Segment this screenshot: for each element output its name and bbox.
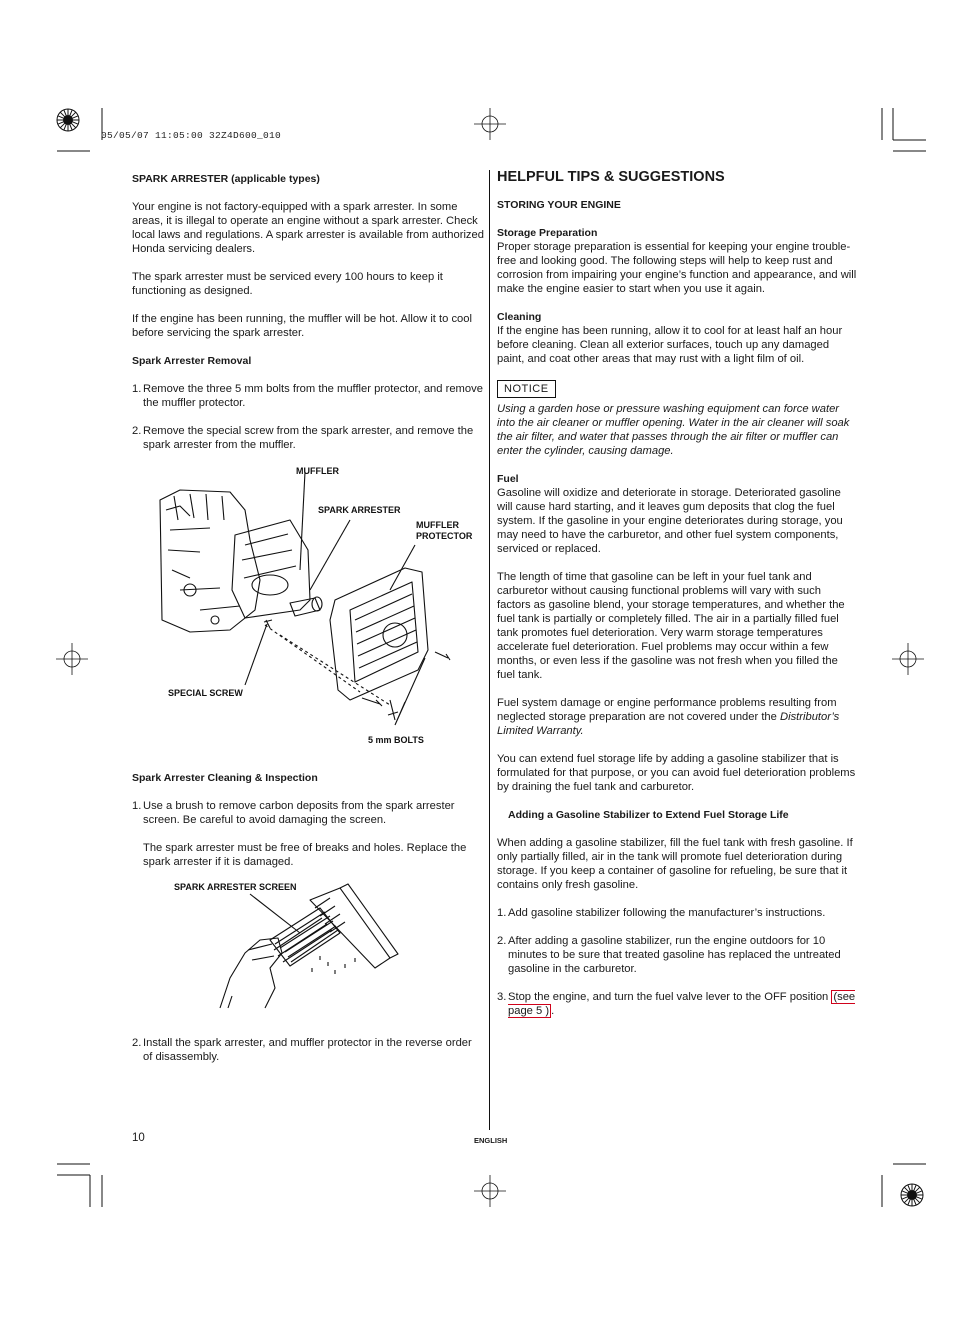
right-column [497,168,857,1032]
starburst-target-icon [900,1183,924,1207]
cleaning-inspection-title: Spark Arrester Cleaning & Inspection [132,772,318,784]
storage-prep-text: Proper storage preparation is essential for keeping your engine trouble-free and looking good. The following steps will help to keep rust and corrosion from impairing your engine’s function and appearance, and will make the engine easier to start when you use it again. [497,241,857,295]
muffler-exploded-figure [150,460,490,755]
helpful-tips-title: HELPFUL TIPS & SUGGESTIONS [497,169,725,185]
list-item: 1. Remove the three 5 mm bolts from the muffler protector, and remove the muffler protector. [132,383,483,409]
notice-text: Using a garden hose or pressure washing equipment can force water into the air cleaner or muffler opening. Water in the air cleaner will soak the air filter, and water that passes through the air filter or muffler can enter the cylinder, causing damage. [497,403,850,457]
stabilizer-title: Adding a Gasoline Stabilizer to Extend Fuel Storage Life [508,809,789,821]
stabilizer-text: When adding a gasoline stabilizer, fill the fuel tank with fresh gasoline. If only partially filled, air in the tank will promote fuel deterioration during storage. If you keep a container of gasoline for refueling, be sure that it contains only fresh gasoline. [497,837,853,891]
label-5mm-bolts: 5 mm BOLTS [368,735,424,745]
label-spark-arrester-screen: SPARK ARRESTER SCREEN [174,882,297,892]
spark-arrester-hot-warning: If the engine has been running, the muffler will be hot. Allow it to cool before servicing the spark arrester. [132,313,472,339]
notice-badge: NOTICE [497,380,556,398]
list-item: 1. Add gasoline stabilizer following the manufacturer’s instructions. [497,907,826,919]
list-item: 2. Remove the special screw from the spark arrester, and remove the spark arrester from the muffler. [132,425,474,451]
brush-drawing [170,878,410,1018]
brush-cleaning-figure [170,878,410,1018]
fuel-paragraph-3: Fuel system damage or engine performance problems resulting from neglected storage preparation are not covered under the Distributor’s Limited Warranty. [497,697,840,737]
fuel-paragraph-2: The length of time that gasoline can be left in your fuel tank and carburetor without causing functional problems will vary with such factors as gasoline blend, your storage temperatures, and whether the fuel tank is partially or completely filled. The air in a partially filled fuel tank promotes fuel deterioration. Very warm storage temperatures accelerate fuel deterioration. Fuel problems may occur within a few months, or even less if the gasoline was not fresh when you filled the fuel tank. [497,571,845,681]
language-label: ENGLISH [474,1136,508,1145]
storage-prep-title: Storage Preparation [497,227,598,239]
fuel-paragraph-4: You can extend fuel storage life by adding a gasoline stabilizer that is formulated for that purpose, or you can avoid fuel deterioration problems by draining the fuel tank and carburetor. [497,753,856,793]
starburst-target-icon [56,108,80,132]
spark-arrester-service-interval: The spark arrester must be serviced every 100 hours to keep it functioning as designed. [132,271,443,297]
spark-arrester-intro: Your engine is not factory-equipped with a spark arrester. In some areas, it is illegal to operate an engine without a spark arrester. Check local laws and regulations. A spark arrester is available from authorized Honda servicing dealers. [132,201,484,255]
warranty-reference: Distributor’s Limited Warranty. [497,711,840,737]
install-step-block [132,1036,484,1078]
list-item: 2. Install the spark arrester, and muffler protector in the reverse order of disassembly. [132,1037,472,1063]
cleaning-steps [132,799,484,869]
list-item: 2. After adding a gasoline stabilizer, run the engine outdoors for 10 minutes to be sure that treated gasoline has replaced the untreated gasoline in the carburetor. [497,935,841,975]
stabilizer-steps [497,906,857,1018]
label-muffler-protector: MUFFLER PROTECTOR [416,520,473,541]
page-number: 10 [132,1132,145,1144]
fuel-title: Fuel [497,473,519,485]
cleaning-title: Cleaning [497,311,542,323]
list-item: 3. Stop the engine, and turn the fuel valve lever to the OFF position (see page 5 ) . [497,991,856,1017]
print-timestamp: 05/05/07 11:05:00 32Z4D600_010 [101,130,282,141]
page-5-link[interactable]: (see page 5 ) [508,991,856,1017]
install-steps [132,1036,484,1064]
removal-title: Spark Arrester Removal [132,355,252,367]
cleaning-text: If the engine has been running, allow it to cool for at least half an hour before cleaning. Clean all exterior surfaces, touch up any damaged paint, and coat other areas that may rust with a light film of oil. [497,325,843,365]
label-spark-arrester: SPARK ARRESTER [318,505,401,515]
removal-steps [132,382,484,452]
fuel-paragraph-1: Gasoline will oxidize and deteriorate in storage. Deteriorated gasoline will cause hard starting, and it leaves gum deposits that clog the fuel system. If the gasoline in your engine deteriorates during storage, you may need to have the carburetor, and other fuel system components, serviced or replaced. [497,487,843,555]
storing-engine-title: STORING YOUR ENGINE [497,199,621,211]
label-special-screw: SPECIAL SCREW [168,688,243,698]
left-column-lower [132,771,484,883]
left-column [132,172,484,466]
screen-inspection-note: The spark arrester must be free of breaks and holes. Replace the spark arrester if it is damaged. [143,842,467,868]
spark-arrester-title: SPARK ARRESTER (applicable types) [132,173,320,185]
label-muffler: MUFFLER [296,466,339,476]
list-item: 1. Use a brush to remove carbon deposits from the spark arrester screen. Be careful to avoid damaging the screen. The spark arrester must be free of breaks and holes. Replace the spark arrester if it is damaged. [132,799,484,869]
